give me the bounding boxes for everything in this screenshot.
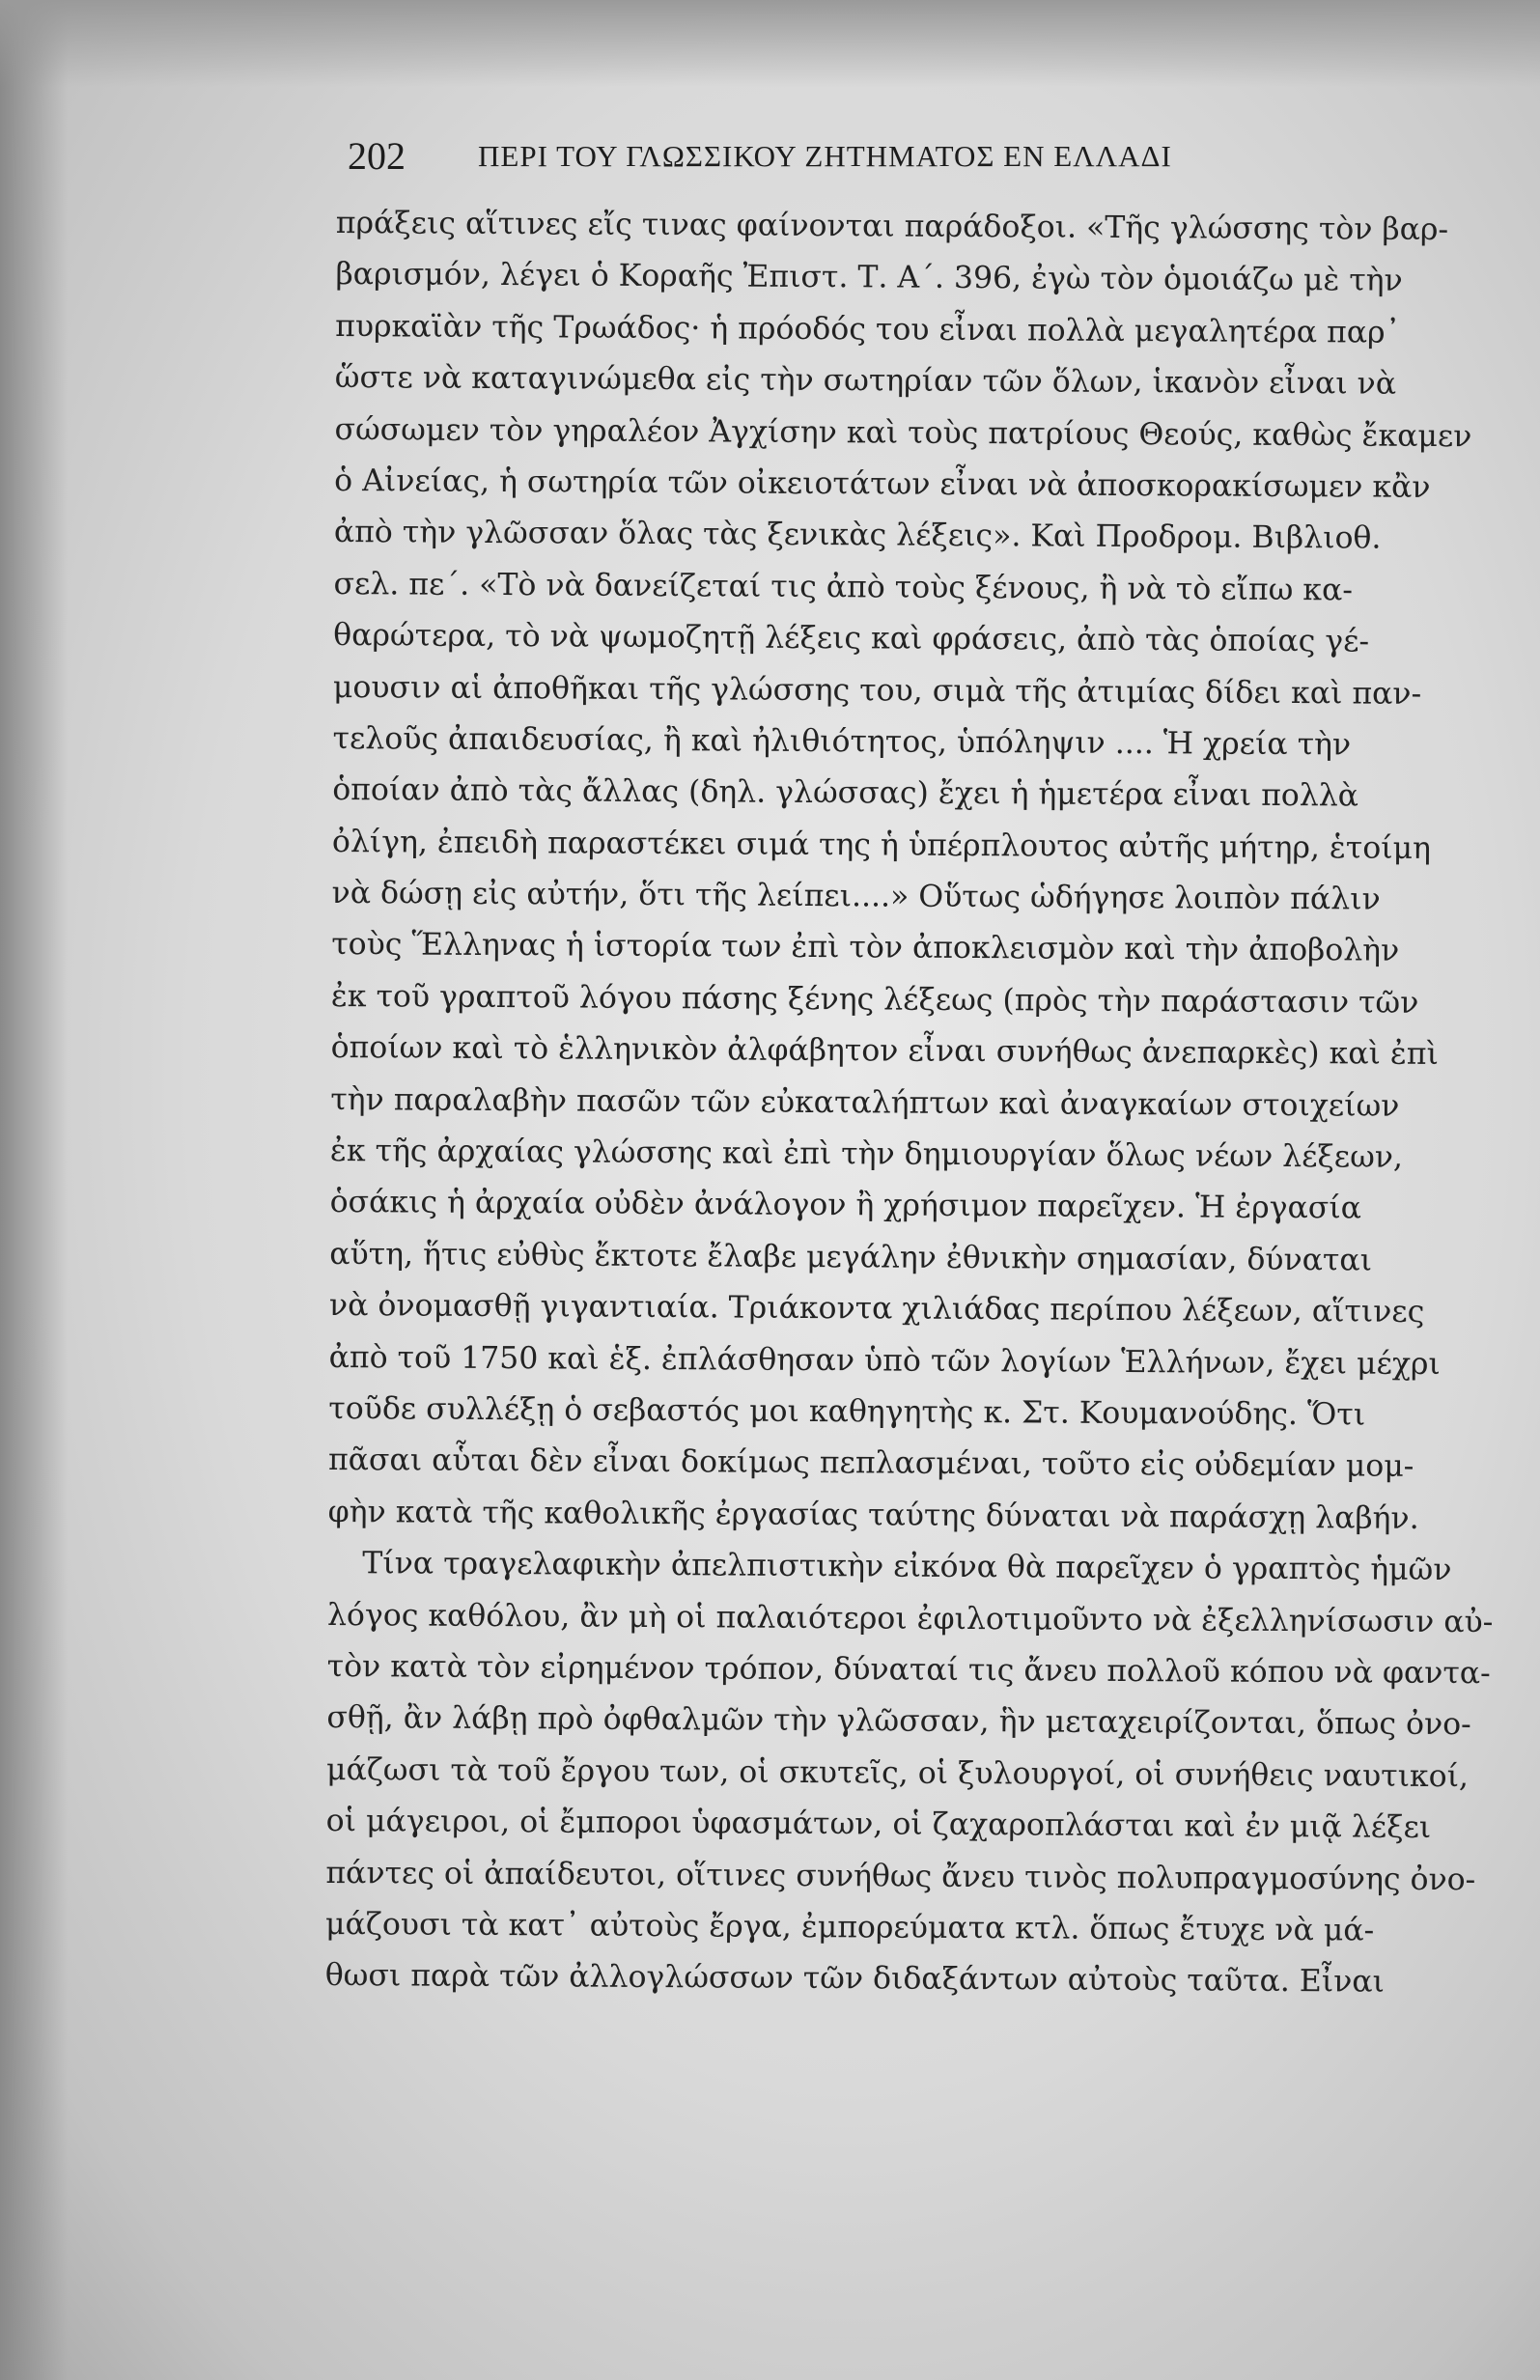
text-line: νὰ δώσῃ εἰς αὐτήν, ὅτι τῆς λείπει....» Οὕτως ὡδήγησε λοιπὸν πάλιν	[331, 876, 1381, 917]
text-line: οἱ μάγειροι, οἱ ἔμποροι ὑφασμάτων, οἱ ζαχαροπλάσται καὶ ἐν μιᾷ λέξει	[325, 1804, 1432, 1846]
text-line: τὴν παραλαβὴν πασῶν τῶν εὐκαταλήπτων καὶ ἀναγκαίων στοιχείων	[330, 1081, 1400, 1124]
text-line: νὰ ὀνομασθῇ γιγαντιαία. Τριάκοντα χιλιάδας περίπου λέξεων, αἵτινες	[328, 1288, 1425, 1330]
text-line: μάζουσι τὰ κατ᾽ αὐτοὺς ἔργα, ἐμπορεύματα κτλ. ὅπως ἔτυχε νὰ μά-	[324, 1906, 1375, 1948]
text-line: πᾶσαι αὗται δὲν εἶναι δοκίμως πεπλασμέναι, τοῦτο εἰς οὐδεμίαν μομ-	[327, 1442, 1414, 1485]
text-line: φὴν κατὰ τῆς καθολικῆς ἐργασίας ταύτης δύναται νὰ παράσχῃ λαβήν.	[327, 1494, 1419, 1536]
text-line: μουσιν αἱ ἀποθῆκαι τῆς γλώσσης του, σιμὰ τῆς ἀτιμίας δίδει καὶ παν-	[332, 669, 1422, 712]
running-head: ΠΕΡΙ ΤΟΥ ΓΛΩΣΣΙΚΟΥ ΖΗΤΗΜΑΤΟΣ ΕΝ ΕΛΛΑΔΙ	[478, 139, 1172, 173]
body-text	[324, 198, 1494, 2009]
text-line: θαρώτερα, τὸ νὰ ψωμοζητῇ λέξεις καὶ φράσεις, ἀπὸ τὰς ὁποίας γέ-	[333, 618, 1370, 659]
text-line: αὕτη, ἥτις εὐθὺς ἔκτοτε ἔλαβε μεγάλην ἐθνικὴν σημασίαν, δύναται	[329, 1236, 1373, 1278]
text-line: θωσι παρὰ τῶν ἀλλογλώσσων τῶν διδαξάντων αὐτοὺς ταῦτα. Εἶναι	[324, 1958, 1386, 2000]
page-header	[348, 133, 1332, 191]
text-line: τὸν κατὰ τὸν εἰρημένον τρόπον, δύναταί τις ἄνευ πολλοῦ κόπου νὰ φαντα-	[326, 1648, 1491, 1692]
text-line: ἀπὸ τοῦ 1750 καὶ ἑξ. ἐπλάσθησαν ὑπὸ τῶν λογίων Ἑλλήνων, ἔχει μέχρι	[328, 1339, 1441, 1382]
page-edge-shadow	[0, 0, 68, 2380]
text-line: σθῇ, ἂν λάβῃ πρὸ ὀφθαλμῶν τὴν γλῶσσαν, ἣν μεταχειρίζονται, ὅπως ὀνο-	[326, 1700, 1471, 1743]
text-line: ἐκ τοῦ γραπτοῦ λόγου πάσης ξένης λέξεως (πρὸς τὴν παράστασιν τῶν	[330, 978, 1419, 1021]
text-line: ὁ Αἰνείας, ἡ σωτηρία τῶν οἰκειοτάτων εἶναι νὰ ἀποσκορακίσωμεν κἂν	[334, 462, 1431, 505]
text-line: τελοῦς ἀπαιδευσίας, ἢ καὶ ἠλιθιότητος, ὑπόληψιν .... Ἡ χρεία τὴν	[332, 720, 1352, 763]
text-line: ὁποίων καὶ τὸ ἑλληνικὸν ἀλφάβητον εἶναι συνήθως ἀνεπαρκὲς) καὶ ἐπὶ	[330, 1030, 1439, 1073]
page-number: 202	[348, 134, 406, 178]
text-line: ὀλίγη, ἐπειδὴ παραστέκει σιμά της ἡ ὑπέρπλουτος αὐτῆς μήτηρ, ἑτοίμη	[331, 824, 1432, 866]
text-line: τοὺς Ἕλληνας ἡ ἱστορία των ἐπὶ τὸν ἀποκλεισμὸν καὶ τὴν ἀποβολὴν	[331, 927, 1400, 969]
paragraph-start-line: Τίνα τραγελαφικὴν ἀπελπιστικὴν εἰκόνα θὰ παρεῖχεν ὁ γραπτὸς ἡμῶν	[362, 1546, 1452, 1588]
text-line: ἐκ τῆς ἀρχαίας γλώσσης καὶ ἐπὶ τὴν δημιουργίαν ὅλως νέων λέξεων,	[329, 1134, 1404, 1175]
text-line: πάντες οἱ ἀπαίδευτοι, οἵτινες συνήθως ἄνευ τινὸς πολυπραγμοσύνης ὀνο-	[325, 1855, 1476, 1897]
text-line: σελ. πε΄. «Τὸ νὰ δανείζεταί τις ἀπὸ τοὺς ξένους, ἢ νὰ τὸ εἴπω κα-	[333, 566, 1354, 608]
text-line: ὁποίαν ἀπὸ τὰς ἄλλας (δηλ. γλώσσας) ἔχει ἡ ἡμετέρα εἶναι πολλὰ	[332, 772, 1359, 814]
text-line: πράξεις αἵτινες εἴς τινας φαίνονται παράδοξοι. «Τῆς γλώσσης τὸν βαρ-	[335, 205, 1449, 248]
text-line: λόγος καθόλου, ἂν μὴ οἱ παλαιότεροι ἐφιλοτιμοῦντο νὰ ἐξελληνίσωσιν αὐ-	[326, 1597, 1494, 1639]
text-line: ὁσάκις ἡ ἀρχαία οὐδὲν ἀνάλογον ἢ χρήσιμον παρεῖχεν. Ἡ ἐργασία	[329, 1185, 1362, 1226]
text-line: τοῦδε συλλέξῃ ὁ σεβαστός μοι καθηγητὴς κ. Στ. Κουμανούδης. Ὅτι	[328, 1390, 1366, 1433]
text-line: ὥστε νὰ καταγινώμεθα εἰς τὴν σωτηρίαν τῶν ὅλων, ἱκανὸν εἶναι νὰ	[334, 360, 1397, 402]
text-line: ἀπὸ τὴν γλῶσσαν ὅλας τὰς ξενικὰς λέξεις». Καὶ Προδρομ. Βιβλιοθ.	[333, 515, 1382, 556]
text-line: πυρκαϊὰν τῆς Τρωάδος· ἡ πρόοδός του εἶναι πολλὰ μεγαλητέρα παρ᾽	[335, 308, 1401, 350]
text-line: σώσωμεν τὸν γηραλέον Ἀγχίσην καὶ τοὺς πατρίους Θεούς, καθὼς ἔκαμεν	[334, 411, 1472, 454]
page-top-shadow	[0, 0, 1540, 87]
text-line: βαρισμόν, λέγει ὁ Κοραῆς Ἐπιστ. Τ. Α΄. 396, ἐγὼ τὸν ὁμοιάζω μὲ τὴν	[335, 257, 1403, 299]
text-line: μάζωσι τὰ τοῦ ἔργου των, οἱ σκυτεῖς, οἱ ξυλουργοί, οἱ συνήθεις ναυτικοί,	[325, 1751, 1470, 1794]
